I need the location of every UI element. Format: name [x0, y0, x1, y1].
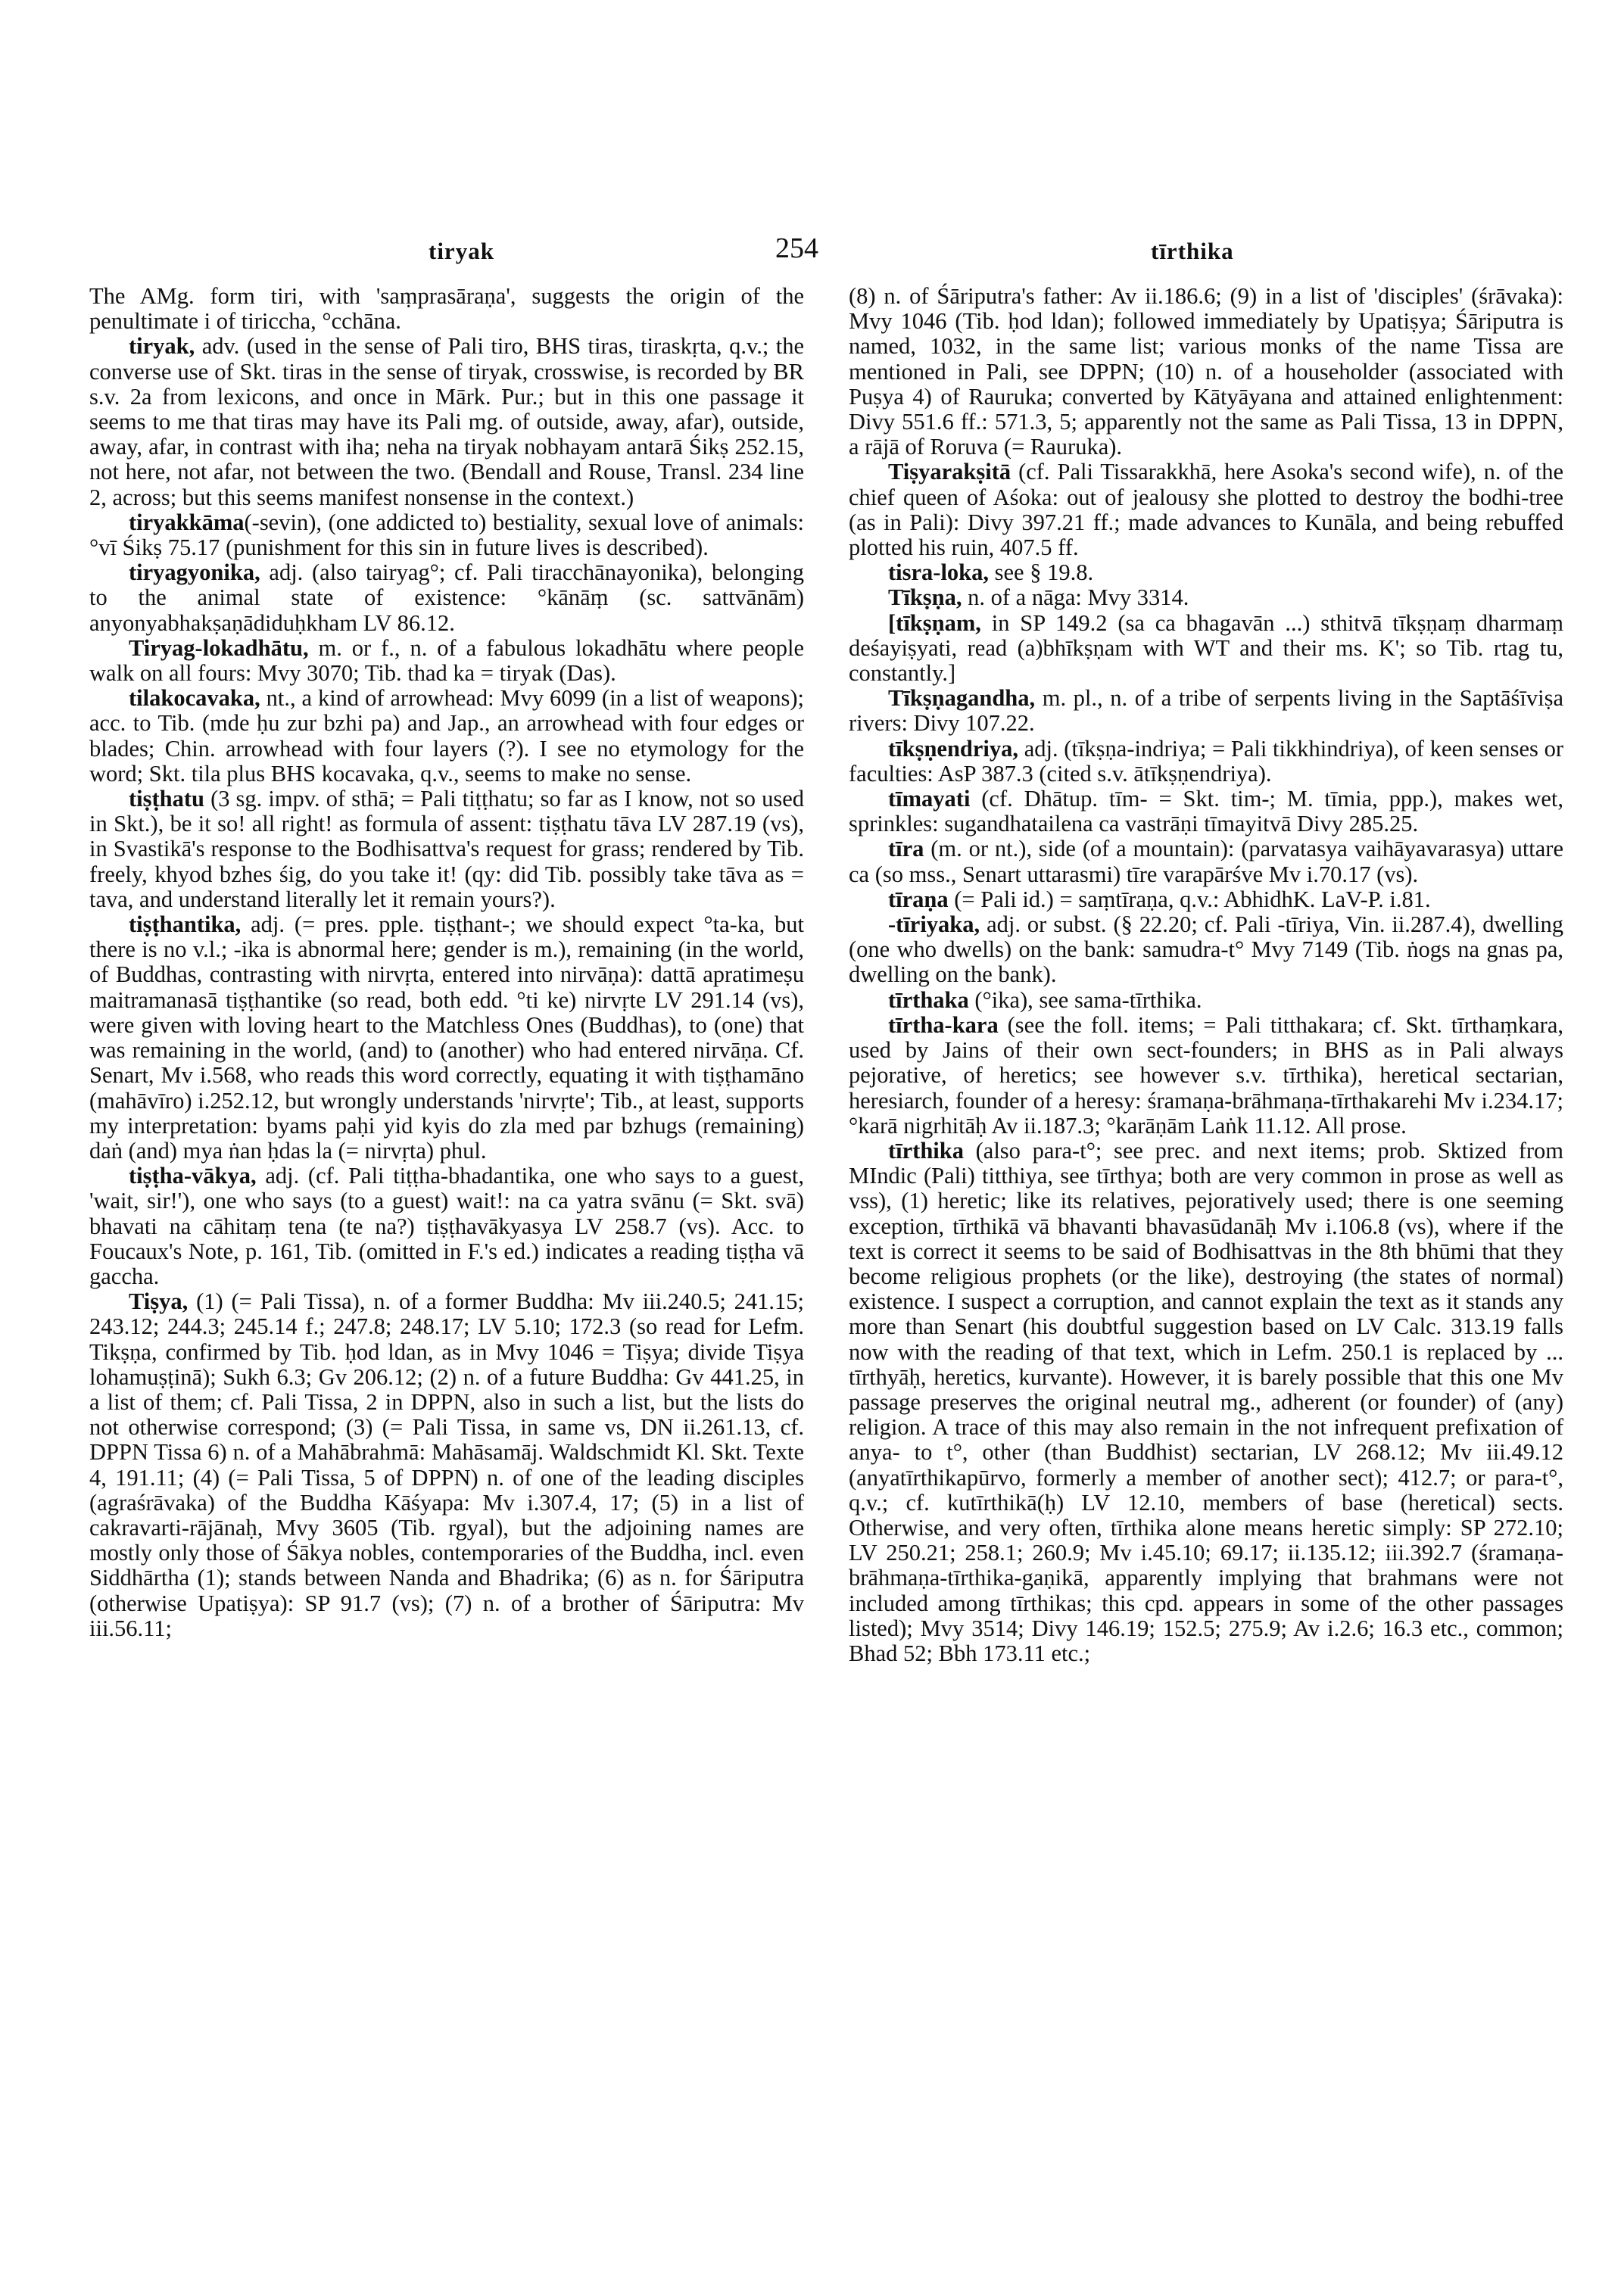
- dictionary-entry: [89, 510, 804, 560]
- entry-headword: tiṣṭha-vākya,: [129, 1163, 257, 1189]
- entry-headword: tiṣṭhatu: [129, 786, 204, 812]
- entry-text: (8) n. of Śāriputra's father: Av ii.186.6; (9) in a list of 'disciples' (śrāvaka): Mvy 1046 (Tib. ḥod ldan); followed immediately by Upatiṣya; Śāriputra is named, 1032, in the same list; various monks of the name Tissa are mentioned in Pali, see DPPN; (10) n. of a householder (associated with Puṣya 4) of Rauruka; converted by Kātyāyana and attained enlightenment: Divy 551.6 ff.: 571.3, 5; apparently not the same as Pali Tissa, 13 in DPPN, a rājā of Roruva (= Rauruka).: [849, 283, 1563, 460]
- entry-headword: Tīkṣṇa,: [888, 584, 962, 611]
- entry-headword: tīrthaka: [888, 986, 969, 1013]
- dictionary-entry: [849, 1013, 1563, 1139]
- dictionary-entry: [89, 334, 804, 509]
- dictionary-entry: [849, 912, 1563, 988]
- entry-text: (3 sg. impv. of sthā; = Pali tiṭṭhatu; so far as I know, not so used in Skt.), be it so! all right! as formula of assent: tiṣṭhatu tāva LV 287.19 (vs), in Svastikā's response to the Bodhisattva's request for grass; rendered by Tib. freely, khyod bzhes śig, do you take it! (qy: did Tib. possibly take tāva as = tava, and understand literally let it remain yours?).: [89, 786, 804, 912]
- entry-text: m. pl., n. of a tribe of serpents living in the Saptāśīviṣa rivers: Divy 107.22.: [849, 685, 1563, 737]
- right-running-headword: tīrthika: [1151, 238, 1234, 264]
- dictionary-entry: [849, 988, 1563, 1013]
- entry-text: m. or f., n. of a fabulous lokadhātu where people walk on all fours: Mvy 3070; Tib. thad ka = tiryak (Das).: [89, 634, 804, 687]
- entry-headword: Tiṣyarakṣitā: [888, 459, 1011, 485]
- entry-text: n. of a nāga: Mvy 3314.: [968, 584, 1189, 611]
- entry-text: in SP 149.2 (sa ca bhagavān ...) sthitvā tīkṣṇaṃ dharmaṃ deśayiṣyati, read (a)bhīkṣṇam with WT and their ms. K'; so Tib. rtag tu, constantly.]: [849, 609, 1564, 687]
- dictionary-entry: [89, 787, 804, 912]
- entry-text: (= Pali id.) = saṃtīraṇa, q.v.: AbhidhK. LaV-P. i.81.: [954, 886, 1431, 912]
- right-column: [849, 284, 1563, 1666]
- dictionary-entry: [849, 787, 1563, 837]
- entry-headword: Tiṣya,: [129, 1288, 189, 1315]
- entry-text: (cf. Pali Tissarakkhā, here Asoka's second wife), n. of the chief queen of Aśoka: out of jealousy she plotted to destroy the bodhi-tree (as in Pali): Divy 397.21 ff.; made advances to Kunāla, and being rebuffed plotted his ruin, 407.5 ff.: [849, 459, 1563, 561]
- entry-headword: -tīriyaka,: [888, 911, 980, 938]
- entry-headword: Tīkṣṇagandha,: [888, 685, 1036, 712]
- dictionary-entry: [849, 585, 1563, 610]
- entry-text: (m. or nt.), side (of a mountain): (parvatasya vaihāyavarasya) uttare ca (so mss., Senart uttarasmi) tīre varapārśve Mv i.70.17 (vs).: [849, 836, 1564, 887]
- dictionary-entry: [849, 686, 1563, 736]
- dictionary-entry: [89, 284, 804, 334]
- dictionary-entry: [849, 887, 1563, 912]
- page-number: 254: [775, 232, 818, 264]
- entry-text: (1) (= Pali Tissa), n. of a former Buddha: Mv iii.240.5; 241.15; 243.12; 244.3; 245.14 f.; 247.8; 248.17; LV 5.10; 172.3 (so read for Lefm. Tikṣṇa, confirmed by Tib. ḥod ldan, as in Mvy 1046 = Tiṣya; divide Tiṣya lohamuṣṭinā); Sukh 6.3; Gv 206.12; (2) n. of a future Buddha: Gv 441.25, in a list of them; cf. Pali Tissa, 2 in DPPN, also in such a list, but the lists do not otherwise correspond; (3) (= Pali Tissa, in same vs, DN ii.261.13, cf. DPPN Tissa 6) n. of a Mahābrahmā: Mahāsamāj. Waldschmidt Kl. Skt. Texte 4, 191.11; (4) (= Pali Tissa, 5 of DPPN) n. of one of the leading disciples (agraśrāvaka) of the Buddha Kāśyapa: Mv i.307.4, 17; (5) in a list of cakravarti-rājānaḥ, Mvy 3605 (Tib. rgyal), but the adjoining names are mostly only those of Śākya nobles, contemporaries of the Buddha, incl. even Siddhārtha (1); stands between Nanda and Bhadrika; (6) as n. for Śāriputra (otherwise Upatiṣya): SP 91.7 (vs); (7) n. of a brother of Śāriputra: Mv iii.56.11;: [89, 1288, 805, 1641]
- entry-text: adj. (cf. Pali tiṭṭha-bhadantika, one who says to a guest, 'wait, sir!'), one who says (to a guest) wait!: na ca yatra svānu (= Skt. svā) bhavati na cāhitaṃ tena (te na?) tiṣṭhavākyasya LV 258.7 (vs). Acc. to Foucaux's Note, p. 161, Tib. (omitted in F.'s ed.) indicates a reading tiṣṭha vā gaccha.: [89, 1163, 804, 1289]
- entry-headword: tīrthika: [888, 1137, 964, 1164]
- dictionary-entry: [89, 560, 804, 636]
- entry-text: (cf. Dhātup. tīm- = Skt. tim-; M. tīmia, ppp.), makes wet, sprinkles: sugandhatailena ca vastrāṇi tīmayitvā Divy 285.25.: [849, 786, 1563, 837]
- dictionary-entry: [849, 837, 1563, 886]
- dictionary-entry: [849, 284, 1563, 460]
- entry-headword: tisra-loka,: [888, 559, 990, 586]
- left-column: [89, 284, 804, 1641]
- entry-headword: tīkṣṇendriya,: [888, 735, 1019, 762]
- dictionary-entry: [849, 460, 1563, 560]
- dictionary-entry: [849, 611, 1563, 687]
- entry-headword: tīraṇa: [888, 886, 949, 912]
- entry-headword: tīra: [888, 836, 924, 862]
- dictionary-entry: [849, 560, 1563, 585]
- entry-text: nt., a kind of arrowhead: Mvy 6099 (in a list of weapons); acc. to Tib. (mde ḥu zur bzhi pa) and Jap., an arrowhead with four edges or blades; Chin. arrowhead with four layers (?). I see no etymology for the word; Skt. tila plus BHS kocavaka, q.v., seems to make no sense.: [89, 685, 805, 787]
- entry-text: adj. (also tairyag°; cf. Pali tiracchānayonika), belonging to the animal state of existence: °kānāṃ (sc. sattvānām) anyonyabhakṣaṇādiduḥkham LV 86.12.: [89, 559, 804, 636]
- entry-text: The AMg. form tiri, with 'saṃprasāraṇa', suggests the origin of the penultimate i of tiriccha, °cchāna.: [89, 283, 804, 335]
- entry-headword: tilakocavaka,: [129, 685, 260, 712]
- entry-text: (also para-t°; see prec. and next items; prob. Sktized from MIndic (Pali) titthiya, see tīrthya; both are very common in prose as well as vss), (1) heretic; like its relatives, pejoratively used; there is one seeming exception, tīrthikā vā bhavanti bhavasūdanāḥ Mv i.106.8 (vs), where if the text is correct it seems to be said of Bodhisattvas in the 8th bhūmi that they become religious prophets (or the like), destroying (the states of normal) existence. I suspect a corruption, and cannot explain the text as it stands any more than Senart (his doubtful suggestion based on LV Calc. 313.19 falls now with the reading of that text, which in Lefm. 250.1 is replaced by ... tīrthyāḥ, heretics, kurvante). However, it is barely possible that this one Mv passage preserves the original neutral mg., adherent (or founder) of (any) religion. A trace of this may also remain in the not infrequent prefixation of anya- to t°, other (than Buddhist) sectarian, LV 268.12; Mv iii.49.12 (anyatīrthikapūrvo, formerly a member of another sect); 412.7; or para-t°, q.v.; cf. kutīrthikā(ḥ) LV 12.10, members of base (heretical) sects. Otherwise, and very often, tīrthika alone means heretic simply: SP 272.10; LV 250.21; 258.1; 260.9; Mv i.45.10; 69.17; ii.135.12; iii.392.7 (śramaṇa-brāhmaṇa-tīrthika-gaṇikā, apparently implying that brahmans were not included among tīrthikas; this cpd. appears in some of the other passages listed); Mvy 3514; Divy 146.19; 152.5; 275.9; Av i.2.6; 16.3 etc., common; Bhad 52; Bbh 173.11 etc.;: [849, 1137, 1564, 1666]
- entry-headword: tiryagyonika,: [129, 559, 260, 586]
- entry-headword: Tiryag-lokadhātu,: [129, 634, 309, 661]
- entry-text: (see the foll. items; = Pali titthakara; cf. Skt. tīrthaṃkara, used by Jains of their own sect-founders; in BHS as in Pali always pejorative, of heretics; see however s.v. tīrthika), heretical sectarian, heresiarch, founder of a heresy: śramaṇa-brāhmaṇa-tīrthakarehi Mv i.234.17; °karā nigrhitāḥ Av ii.187.3; °karāṇām Laṅk 11.12. All prose.: [849, 1011, 1564, 1139]
- page-header: [0, 232, 1624, 269]
- entry-text: adj. (tīkṣṇa-indriya; = Pali tikkhindriya), of keen senses or faculties: AsP 387.3 (cited s.v. ātīkṣṇendriya).: [849, 735, 1564, 787]
- entry-headword: [tīkṣṇam,: [888, 609, 981, 636]
- entry-text: (-sevin), (one addicted to) bestiality, sexual love of animals: °vī Śikṣ 75.17 (punishment for this sin in future lives is described).: [89, 509, 804, 561]
- dictionary-entry: [89, 636, 804, 686]
- dictionary-entry: [849, 737, 1563, 787]
- dictionary-entry: [849, 1139, 1563, 1666]
- entry-headword: tīrtha-kara: [888, 1011, 999, 1038]
- entry-headword: tīmayati: [888, 786, 971, 812]
- dictionary-entry: [89, 1164, 804, 1289]
- entry-text: see § 19.8.: [994, 559, 1094, 586]
- entry-text: (°ika), see sama-tīrthika.: [974, 986, 1202, 1013]
- entry-text: adj. or subst. (§ 22.20; cf. Pali -tīriya, Vin. ii.287.4), dwelling (one who dwells) on the bank: samudra-t° Mvy 7149 (Tib. ṅogs na gnas pa, dwelling on the bank).: [849, 911, 1563, 988]
- entry-text: adv. (used in the sense of Pali tiro, BHS tiras, tiraskṛta, q.v.; the converse use of Skt. tiras in the sense of tiryak, crosswise, is recorded by BR s.v. 2a from lexicons, and once in Mārk. Pur.; but in this one passage it seems to me that tiras may have its Pali mg. of outside, away, afar), outside, away, afar, in contrast with iha; neha na tiryak nobhayam antarā Śikṣ 252.15, not here, not afar, not between the two. (Bendall and Rouse, Transl. 234 line 2, across; but this seems manifest nonsense in the context.): [89, 333, 805, 510]
- left-running-headword: tiryak: [429, 238, 494, 264]
- entry-text: adj. (= pres. pple. tiṣṭhant-; we should expect °ta-ka, but there is no v.l.; -ika is abnormal here; gender is m.), remaining (in the world, of Buddhas, contrasting with nirvṛta, entered into nirvāṇa): dattā apratimeṣu maitramanasā tiṣṭhantike (so read, both edd. °ti ke) nirvṛte LV 291.14 (vs), were given with loving heart to the Matchless Ones (Buddhas), to (one) that was remaining in the world, (and) to (another) who had entered nirvāṇa. Cf. Senart, Mv i.568, who reads this word correctly, equating it with tiṣṭhamāno (mahāvīro) i.252.12, but wrongly understands 'nirvṛte'; Tib., at least, supports my interpretation: byams paḥi yid kyis do zla med par bzhugs (remaining) daṅ (and) mya ṅan ḥdas la (= nirvṛta) phul.: [89, 911, 805, 1164]
- dictionary-entry: [89, 1289, 804, 1641]
- entry-headword: tiryak,: [129, 333, 195, 360]
- dictionary-entry: [89, 912, 804, 1164]
- entry-headword: tiryakkāma: [129, 509, 245, 535]
- dictionary-entry: [89, 686, 804, 787]
- entry-headword: tiṣṭhantika,: [129, 911, 242, 938]
